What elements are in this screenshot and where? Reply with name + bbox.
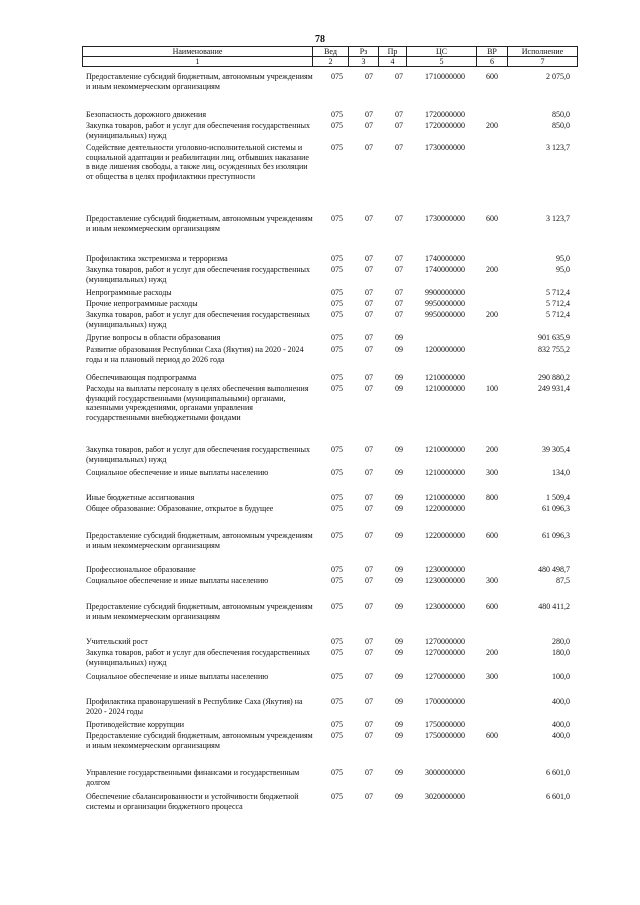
row-pr: 09 — [395, 637, 403, 646]
row-ved: 075 — [331, 333, 343, 342]
row-cs: 1200000000 — [425, 345, 465, 354]
row-cs: 1720000000 — [425, 121, 465, 130]
row-vr: 600 — [486, 731, 498, 740]
row-ved: 075 — [331, 792, 343, 801]
row-cs: 1210000000 — [425, 445, 465, 454]
row-vr: 200 — [486, 265, 498, 274]
column-number: 1 — [83, 57, 313, 67]
row-cs: 1230000000 — [425, 576, 465, 585]
row-rz: 07 — [365, 493, 373, 502]
row-pr: 07 — [395, 299, 403, 308]
row-cs: 1220000000 — [425, 504, 465, 513]
row-ved: 075 — [331, 384, 343, 393]
row-pr: 09 — [395, 672, 403, 681]
row-pr: 07 — [395, 265, 403, 274]
row-pr: 07 — [395, 110, 403, 119]
row-amount: 95,0 — [556, 265, 570, 274]
row-amount: 87,5 — [556, 576, 570, 585]
row-ved: 075 — [331, 110, 343, 119]
row-name: Закупка товаров, работ и услуг для обеспечения государственных (муниципальных) нужд — [86, 648, 311, 667]
row-amount: 850,0 — [552, 121, 570, 130]
page-number: 78 — [315, 34, 325, 45]
row-cs: 9950000000 — [425, 299, 465, 308]
row-pr: 07 — [395, 310, 403, 319]
row-ved: 075 — [331, 265, 343, 274]
row-rz: 07 — [365, 720, 373, 729]
row-cs: 1210000000 — [425, 373, 465, 382]
row-rz: 07 — [365, 121, 373, 130]
row-pr: 09 — [395, 468, 403, 477]
row-amount: 480 411,2 — [538, 602, 570, 611]
row-cs: 1270000000 — [425, 672, 465, 681]
row-amount: 400,0 — [552, 697, 570, 706]
row-ved: 075 — [331, 288, 343, 297]
row-rz: 07 — [365, 110, 373, 119]
row-name: Закупка товаров, работ и услуг для обеспечения государственных (муниципальных) нужд — [86, 265, 311, 284]
row-cs: 1740000000 — [425, 254, 465, 263]
row-amount: 2 075,0 — [546, 72, 570, 81]
row-pr: 09 — [395, 565, 403, 574]
column-header-ved: Вед — [313, 47, 349, 57]
column-header-amount: Исполнение — [508, 47, 578, 57]
row-amount: 3 123,7 — [546, 143, 570, 152]
row-cs: 1730000000 — [425, 143, 465, 152]
row-pr: 09 — [395, 576, 403, 585]
row-name: Профилактика правонарушений в Республике Саха (Якутия) на 2020 - 2024 годы — [86, 697, 303, 716]
row-cs: 1710000000 — [425, 72, 465, 81]
row-amount: 480 498,7 — [538, 565, 570, 574]
row-vr: 100 — [486, 384, 498, 393]
row-ved: 075 — [331, 345, 343, 354]
row-pr: 07 — [395, 121, 403, 130]
row-name: Предоставление субсидий бюджетным, автономным учреждениям и иным некоммерческим организациям — [86, 214, 313, 233]
row-name: Профилактика экстремизма и терроризма — [86, 254, 228, 263]
row-pr: 09 — [395, 373, 403, 382]
row-amount: 134,0 — [552, 468, 570, 477]
row-vr: 200 — [486, 310, 498, 319]
row-rz: 07 — [365, 576, 373, 585]
row-ved: 075 — [331, 565, 343, 574]
row-amount: 100,0 — [552, 672, 570, 681]
row-cs: 1730000000 — [425, 214, 465, 223]
row-amount: 400,0 — [552, 720, 570, 729]
row-pr: 09 — [395, 504, 403, 513]
column-number: 5 — [407, 57, 477, 67]
row-cs: 1750000000 — [425, 720, 465, 729]
row-pr: 07 — [395, 143, 403, 152]
row-pr: 09 — [395, 493, 403, 502]
row-ved: 075 — [331, 468, 343, 477]
row-pr: 09 — [395, 648, 403, 657]
row-amount: 39 305,4 — [542, 445, 570, 454]
row-ved: 075 — [331, 493, 343, 502]
row-name: Развитие образования Республики Саха (Якутия) на 2020 - 2024 годы и на плановый период до 2026 года — [86, 345, 304, 364]
row-rz: 07 — [365, 214, 373, 223]
row-rz: 07 — [365, 72, 373, 81]
row-rz: 07 — [365, 672, 373, 681]
row-ved: 075 — [331, 531, 343, 540]
row-name: Иные бюджетные ассигнования — [86, 493, 195, 502]
row-amount: 1 509,4 — [546, 493, 570, 502]
row-ved: 075 — [331, 72, 343, 81]
row-amount: 61 096,3 — [542, 504, 570, 513]
row-ved: 075 — [331, 672, 343, 681]
row-amount: 850,0 — [552, 110, 570, 119]
row-rz: 07 — [365, 697, 373, 706]
row-vr: 300 — [486, 576, 498, 585]
row-amount: 6 601,0 — [546, 792, 570, 801]
row-vr: 200 — [486, 648, 498, 657]
row-ved: 075 — [331, 504, 343, 513]
row-name: Предоставление субсидий бюджетным, автономным учреждениям и иным некоммерческим организациям — [86, 731, 313, 750]
row-pr: 07 — [395, 72, 403, 81]
row-amount: 5 712,4 — [546, 310, 570, 319]
row-ved: 075 — [331, 373, 343, 382]
row-cs: 1230000000 — [425, 565, 465, 574]
row-rz: 07 — [365, 333, 373, 342]
row-rz: 07 — [365, 299, 373, 308]
row-ved: 075 — [331, 576, 343, 585]
row-name: Другие вопросы в области образования — [86, 333, 221, 342]
row-cs: 1720000000 — [425, 110, 465, 119]
row-ved: 075 — [331, 254, 343, 263]
column-number: 3 — [349, 57, 379, 67]
row-cs: 9900000000 — [425, 288, 465, 297]
row-pr: 09 — [395, 768, 403, 777]
row-name: Закупка товаров, работ и услуг для обеспечения государственных (муниципальных) нужд — [86, 310, 311, 329]
row-rz: 07 — [365, 531, 373, 540]
row-ved: 075 — [331, 697, 343, 706]
row-amount: 280,0 — [552, 637, 570, 646]
row-cs: 1210000000 — [425, 384, 465, 393]
row-rz: 07 — [365, 504, 373, 513]
row-rz: 07 — [365, 602, 373, 611]
row-ved: 075 — [331, 121, 343, 130]
row-vr: 300 — [486, 468, 498, 477]
row-cs: 1220000000 — [425, 531, 465, 540]
row-amount: 95,0 — [556, 254, 570, 263]
row-cs: 1750000000 — [425, 731, 465, 740]
row-cs: 1700000000 — [425, 697, 465, 706]
row-ved: 075 — [331, 720, 343, 729]
row-vr: 200 — [486, 445, 498, 454]
row-name: Социальное обеспечение и иные выплаты населению — [86, 672, 269, 681]
column-header-pr: Пр — [379, 47, 407, 57]
row-vr: 600 — [486, 602, 498, 611]
row-ved: 075 — [331, 637, 343, 646]
row-name: Закупка товаров, работ и услуг для обеспечения государственных (муниципальных) нужд — [86, 121, 311, 140]
row-name: Закупка товаров, работ и услуг для обеспечения государственных (муниципальных) нужд — [86, 445, 311, 464]
row-cs: 1270000000 — [425, 637, 465, 646]
row-rz: 07 — [365, 143, 373, 152]
row-rz: 07 — [365, 384, 373, 393]
row-rz: 07 — [365, 373, 373, 382]
row-name: Управление государственными финансами и государственным долгом — [86, 768, 300, 787]
row-ved: 075 — [331, 299, 343, 308]
column-number: 7 — [508, 57, 578, 67]
row-pr: 09 — [395, 333, 403, 342]
row-amount: 832 755,2 — [538, 345, 570, 354]
row-rz: 07 — [365, 731, 373, 740]
row-cs: 1230000000 — [425, 602, 465, 611]
row-rz: 07 — [365, 468, 373, 477]
row-cs: 1210000000 — [425, 493, 465, 502]
row-pr: 09 — [395, 792, 403, 801]
row-vr: 600 — [486, 72, 498, 81]
row-rz: 07 — [365, 792, 373, 801]
row-amount: 249 931,4 — [538, 384, 570, 393]
row-cs: 3020000000 — [425, 792, 465, 801]
row-pr: 09 — [395, 697, 403, 706]
column-header-rz: Рз — [349, 47, 379, 57]
row-rz: 07 — [365, 288, 373, 297]
row-rz: 07 — [365, 565, 373, 574]
row-name: Общее образование: Образование, открытое в будущее — [86, 504, 274, 513]
row-amount: 5 712,4 — [546, 299, 570, 308]
row-ved: 075 — [331, 310, 343, 319]
row-name: Непрограммные расходы — [86, 288, 172, 297]
row-ved: 075 — [331, 143, 343, 152]
row-name: Предоставление субсидий бюджетным, автономным учреждениям и иным некоммерческим организациям — [86, 602, 313, 621]
row-ved: 075 — [331, 768, 343, 777]
row-rz: 07 — [365, 768, 373, 777]
row-cs: 1740000000 — [425, 265, 465, 274]
row-name: Расходы на выплаты персоналу в целях обеспечения выполнения функций государственными (муниципальными) органами, казенными учреждениями, органами управления государственными внебюджетными фондами — [86, 384, 309, 422]
row-ved: 075 — [331, 731, 343, 740]
row-rz: 07 — [365, 648, 373, 657]
row-vr: 800 — [486, 493, 498, 502]
row-amount: 901 635,9 — [538, 333, 570, 342]
row-rz: 07 — [365, 445, 373, 454]
row-ved: 075 — [331, 214, 343, 223]
row-amount: 180,0 — [552, 648, 570, 657]
row-name: Обеспечивающая подпрограмма — [86, 373, 197, 382]
row-pr: 09 — [395, 445, 403, 454]
row-pr: 09 — [395, 531, 403, 540]
row-vr: 200 — [486, 121, 498, 130]
row-pr: 07 — [395, 254, 403, 263]
row-pr: 07 — [395, 288, 403, 297]
row-vr: 600 — [486, 531, 498, 540]
row-name: Предоставление субсидий бюджетным, автономным учреждениям и иным некоммерческим организациям — [86, 72, 313, 91]
row-pr: 09 — [395, 384, 403, 393]
row-name: Противодействие коррупции — [86, 720, 184, 729]
row-name: Прочие непрограммные расходы — [86, 299, 198, 308]
row-rz: 07 — [365, 265, 373, 274]
row-ved: 075 — [331, 648, 343, 657]
column-number: 2 — [313, 57, 349, 67]
row-amount: 3 123,7 — [546, 214, 570, 223]
row-pr: 07 — [395, 214, 403, 223]
row-name: Социальное обеспечение и иные выплаты населению — [86, 468, 269, 477]
column-header-vr: ВР — [477, 47, 508, 57]
row-name: Содействие деятельности уголовно-исполнительной системы и социальной адаптации и реабилитации лиц, отбывших наказание в виде лишения свободы, а также лиц, осужденных без изоляции от общества в целях профилактики преступности — [86, 143, 309, 181]
row-name: Учительский рост — [86, 637, 148, 646]
column-number: 6 — [477, 57, 508, 67]
row-pr: 09 — [395, 731, 403, 740]
row-rz: 07 — [365, 345, 373, 354]
row-amount: 400,0 — [552, 731, 570, 740]
column-number: 4 — [379, 57, 407, 67]
row-cs: 3000000000 — [425, 768, 465, 777]
row-ved: 075 — [331, 602, 343, 611]
row-name: Предоставление субсидий бюджетным, автономным учреждениям и иным некоммерческим организациям — [86, 531, 313, 550]
row-pr: 09 — [395, 602, 403, 611]
column-header-cs: ЦС — [407, 47, 477, 57]
row-name: Безопасность дорожного движения — [86, 110, 207, 119]
row-vr: 300 — [486, 672, 498, 681]
row-vr: 600 — [486, 214, 498, 223]
row-amount: 5 712,4 — [546, 288, 570, 297]
row-pr: 09 — [395, 345, 403, 354]
row-name: Социальное обеспечение и иные выплаты населению — [86, 576, 269, 585]
row-pr: 09 — [395, 720, 403, 729]
row-cs: 9950000000 — [425, 310, 465, 319]
row-cs: 1210000000 — [425, 468, 465, 477]
row-rz: 07 — [365, 254, 373, 263]
row-name: Профессиональное образование — [86, 565, 196, 574]
row-amount: 290 880,2 — [538, 373, 570, 382]
row-rz: 07 — [365, 310, 373, 319]
row-ved: 075 — [331, 445, 343, 454]
column-header-name: Наименование — [83, 47, 313, 57]
row-name: Обеспечение сбалансированности и устойчивости бюджетной системы и организации бюджетного процесса — [86, 792, 299, 811]
row-amount: 6 601,0 — [546, 768, 570, 777]
row-rz: 07 — [365, 637, 373, 646]
row-cs: 1270000000 — [425, 648, 465, 657]
row-amount: 61 096,3 — [542, 531, 570, 540]
